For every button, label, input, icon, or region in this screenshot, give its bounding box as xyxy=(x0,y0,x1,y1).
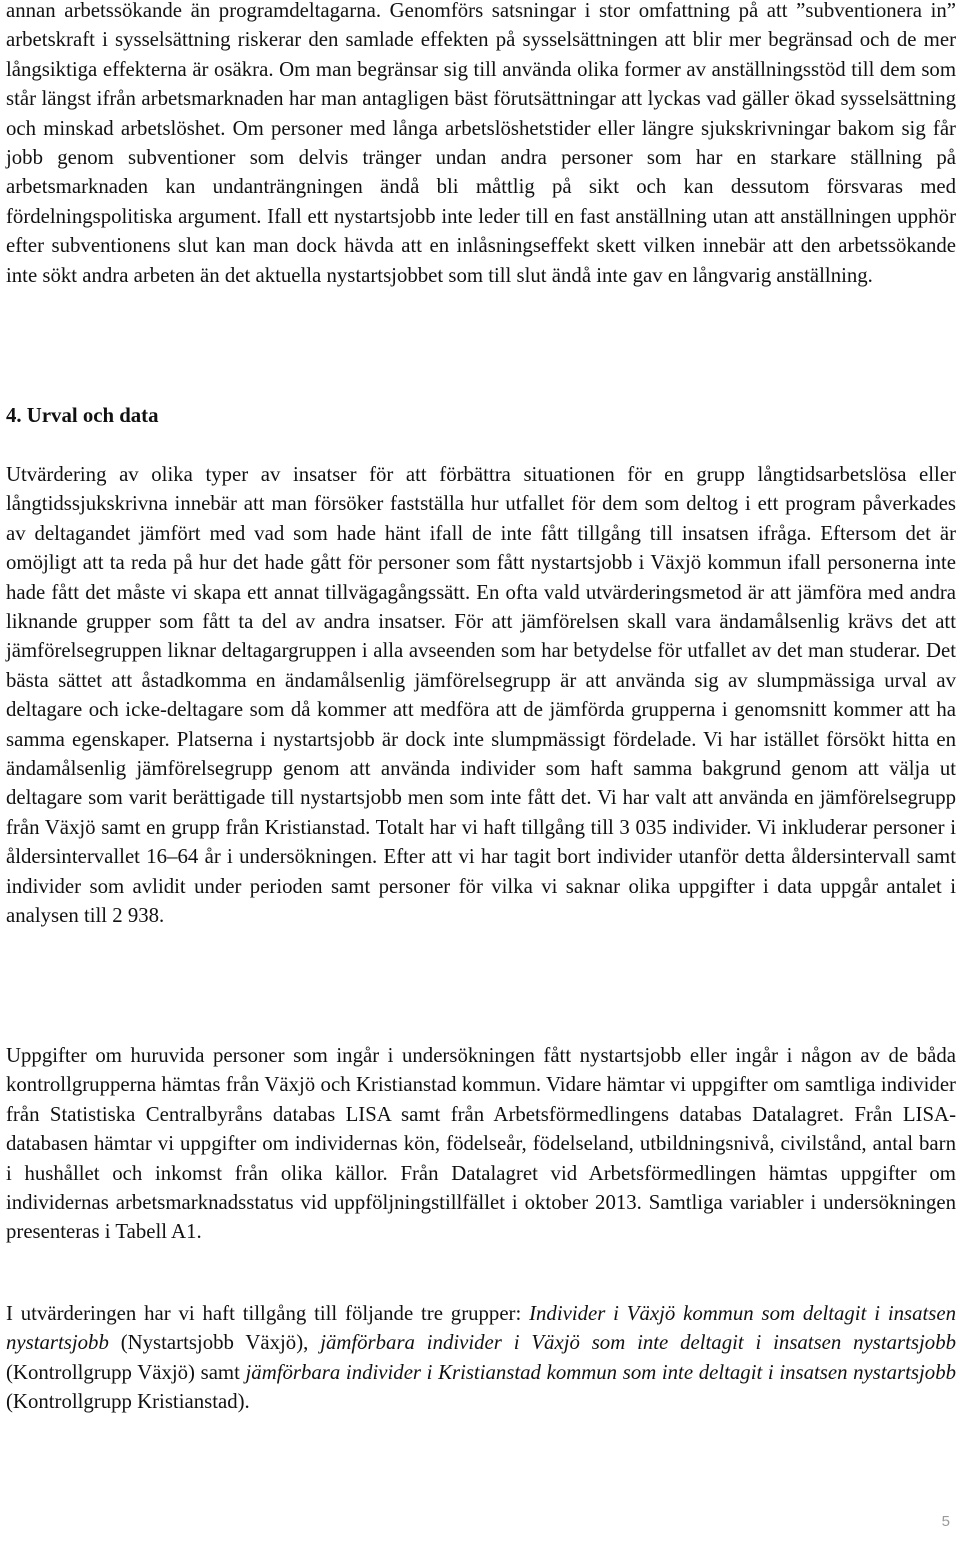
text-segment: (Kontrollgrupp Växjö) samt xyxy=(6,1360,246,1384)
body-paragraph-groups xyxy=(6,1299,956,1417)
text-segment: I utvärderingen har vi haft tillgång till följande tre grupper: xyxy=(6,1302,530,1325)
body-paragraph: Uppgifter om huruvida personer som ingår i undersökningen fått nystartsjobb eller ingår i någon av de båda kontrollgrupperna hämtas från Växjö och Kristianstad kommun. Vidare hämtar vi uppgifter om samtliga individer från Statistiska Centralbyråns databas LISA samt från Arbetsförmedlingens databas Datalagret. Från LISA-databasen hämtar vi uppgifter om individernas kön, födelseår, födelseland, utbildningsnivå, civilstånd, antal barn i hushållet och inkomst från olika källor. Från Datalagret vid Arbetsförmedlingen hämtas uppgifter om individernas arbetsmarknadsstatus vid uppföljningstillfället i oktober 2013. Samtliga variabler i undersökningen presenteras i Tabell A1. xyxy=(6,1044,956,1244)
page-number: 5 xyxy=(941,1513,950,1530)
group-name-italic: Individer i Växjö kommun som deltagit i insatsen nystartsjobb xyxy=(6,1302,956,1355)
group-name-italic: jämförbara individer i Växjö som inte deltagit i insatsen nystartsjobb xyxy=(320,1331,956,1355)
group-name-italic: jämförbara individer i Kristianstad kommun som inte deltagit i insatsen nystartsjobb xyxy=(245,1360,956,1384)
text-segment: (Kontrollgrupp Kristianstad). xyxy=(6,1390,250,1414)
text-segment: (Nystartsjobb Växjö), xyxy=(108,1331,321,1355)
section-heading: 4. Urval och data xyxy=(6,404,159,427)
document-page xyxy=(6,0,956,1541)
body-paragraph: Utvärdering av olika typer av insatser för att förbättra situationen för en grupp långtidsarbetslösa eller långtidssjukskrivna innebär att man försöker fastställa hur utfallet för dem som deltog i ett program påverkades av deltagandet jämfört med vad som hade hänt ifall de inte fått tillgång till insatsen ifråga. Eftersom det är omöjligt att ta reda på hur det hade gått för personer som fått nystartsjobb i Växjö kommun ifall personerna inte hade fått det måste vi skapa ett annat tillvägagångssätt. En ofta vald utvärderingsmetod är att jämföra med andra liknande grupper som fått ta del av andra insatser. För att jämförelsen skall vara ändamålsenlig krävs det att jämförelsegruppen liknar deltagargruppen i alla avseenden som har betydelse för utfallet av det man studerar. Det bästa sättet att åstadkomma en ändamålsenlig jämförelsegrupp är att använda sig av slumpmässiga urval av deltagare och icke-deltagare som då kommer att medföra att de jämförda grupperna i genomsnitt kommer att ha samma egenskaper. Platserna i nystartsjobb är dock inte slumpmässigt fördelade. Vi har istället försökt hitta en ändamålsenlig jämförelsegrupp genom att använda individer som haft samma bakgrund genom att välja ut deltagare som varit berättigade till nystartsjobb men som inte fått det. Vi har valt att använda en jämförelsegrupp från Växjö samt en grupp från Kristianstad. Totalt har vi haft tillgång till 3 035 individer. Vi inkluderar personer i åldersintervallet 16–64 år i undersökningen. Efter att vi har tagit bort individer utanför detta åldersintervall samt individer som avlidit under perioden samt personer för vilka vi saknar olika uppgifter i data uppgår antalet i analysen till 2 938. xyxy=(6,463,956,928)
body-paragraph: annan arbetssökande än programdeltagarna. Genomförs satsningar i stor omfattning på att ”subventionera in” arbetskraft i sysselsättning riskerar den samlade effekten på sysselsättningen att blir mer begränsad och de mer långsiktiga effekterna är osäkra. Om man begränsar sig till använda olika former av anställningsstöd till dem som står längst ifrån arbetsmarknaden har man antagligen bäst förutsättningar att lyckas vad gäller ökad sysselsättning och minskad arbetslöshet. Om personer med långa arbetslöshetstider eller längre sjukskrivningar bakom sig får jobb genom subventioner som delvis tränger undan andra personer som har en starkare ställning på arbetsmarknaden kan undanträngningen ändå bli måttlig på sikt och kan dessutom försvaras med fördelningspolitiska argument. Ifall ett nystartsjobb inte leder till en fast anställning utan att anställningen upphör efter subventionens slut kan man dock hävda att en inlåsningseffekt skett vilken innebär att den arbetssökande inte sökt andra arbeten än det aktuella nystartsjobbet som till slut ändå inte gav en långvarig anställning. xyxy=(6,0,956,287)
